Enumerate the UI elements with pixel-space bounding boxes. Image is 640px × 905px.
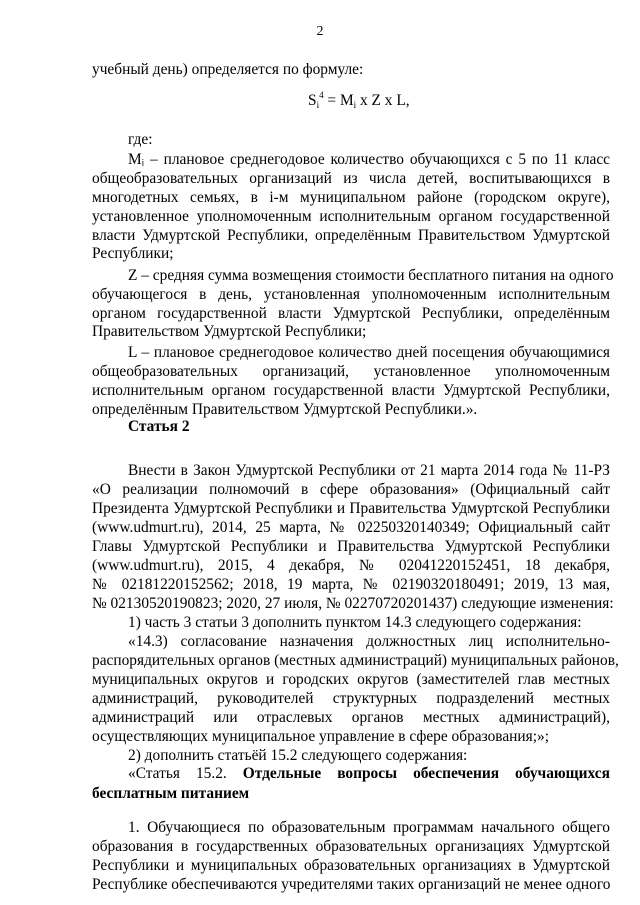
text-line: обучающегося в день, установленная уполномоченным исполнительным — [92, 286, 610, 303]
text-line: администраций, руководителей структурных подразделений местных — [92, 690, 610, 707]
text-line: Республики и муниципальных образовательных организациях в Удмуртской — [92, 857, 610, 874]
text-line: № 02130520190823; 2020, 27 июля, № 02270720201437) следующие изменения: — [92, 595, 614, 612]
text-line: Президента Удмуртской Республики и Правительства Удмуртской Республики — [92, 500, 610, 517]
text-line: L – плановое среднегодовое количество дней посещения обучающимися — [128, 344, 610, 361]
text-line: органом государственной власти Удмуртской Республики, определённым — [92, 305, 610, 322]
text-line: образования в государственных образовательных организациях Удмуртской — [92, 838, 610, 855]
text-line: общеобразовательных организаций из числа детей, воспитывающихся в — [92, 170, 610, 187]
text-line: общеобразовательных организаций, установленное уполномоченным — [92, 363, 610, 380]
text-line: Главы Удмуртской Республики и Правительства Удмуртской Республики — [92, 538, 610, 555]
text-line: 1. Обучающиеся по образовательным программам начального общего — [128, 819, 610, 836]
text-line: учебный день) определяется по формуле: — [92, 61, 364, 78]
article-15-2-title: «Статья 15.2. Отдельные вопросы обеспечения обучающихся — [128, 765, 610, 782]
text-line: № 02181220152562; 2018, 19 марта, № 02190320180491; 2019, 13 мая, — [92, 576, 610, 593]
text-line: 1) часть 3 статьи 3 дополнить пунктом 14.3 следующего содержания: — [128, 614, 582, 631]
text-line: осуществляющих муниципальное управление в сфере образования;»; — [92, 728, 549, 745]
text-line: муниципальных округов и городских округов (заместителей глав местных — [92, 671, 610, 688]
formula: $S_i^4 = M_i$ x Z x L, — [308, 90, 410, 110]
text-line: «О реализации полномочий в сфере образования» (Официальный сайт — [92, 481, 610, 498]
text-line: бесплатным питанием — [92, 785, 250, 802]
text-line: Внести в Закон Удмуртской Республики от 21 марта 2014 года № 11-РЗ — [128, 462, 610, 479]
text-line: (www.udmurt.ru), 2014, 25 марта, № 02250320140349; Официальный сайт — [92, 519, 610, 536]
text-line: установленное уполномоченным исполнительным органом государственной — [92, 208, 610, 225]
text-line: 2) дополнить статьёй 15.2 следующего содержания: — [128, 747, 468, 764]
text-line: определённым Правительством Удмуртской Республики.». — [92, 401, 478, 418]
article-2-heading: Статья 2 — [128, 418, 190, 435]
text-line: Z – средняя сумма возмещения стоимости бесплатного питания на одного — [128, 267, 614, 284]
text-line: Правительством Удмуртской Республики; — [92, 323, 367, 340]
text-line: исполнительным органом государственной власти Удмуртской Республики, — [92, 382, 610, 399]
text-line: Республике обеспечиваются учредителями таких организаций не менее одного — [92, 876, 611, 893]
page-number: 2 — [316, 24, 324, 39]
text-line: где: — [128, 131, 153, 148]
text-line: «14.3) согласование назначения должностных лиц исполнительно- — [128, 633, 610, 650]
text-line: Mᵢ – плановое среднегодовое количество обучающихся с 5 по 11 класс — [128, 151, 610, 168]
text-line: власти Удмуртской Республики, определённым Правительством Удмуртской — [92, 227, 610, 244]
text-line: распорядительных органов (местных администраций) муниципальных районов, — [92, 652, 619, 669]
text-line: Республики; — [92, 245, 174, 262]
text-line: многодетных семьях, в i-м муниципальном районе (городском округе), — [92, 189, 610, 206]
text-line: администраций или отраслевых органов местных администраций), — [92, 709, 610, 726]
text-line: (www.udmurt.ru), 2015, 4 декабря, № 02041220152451, 18 декабря, — [92, 557, 610, 574]
